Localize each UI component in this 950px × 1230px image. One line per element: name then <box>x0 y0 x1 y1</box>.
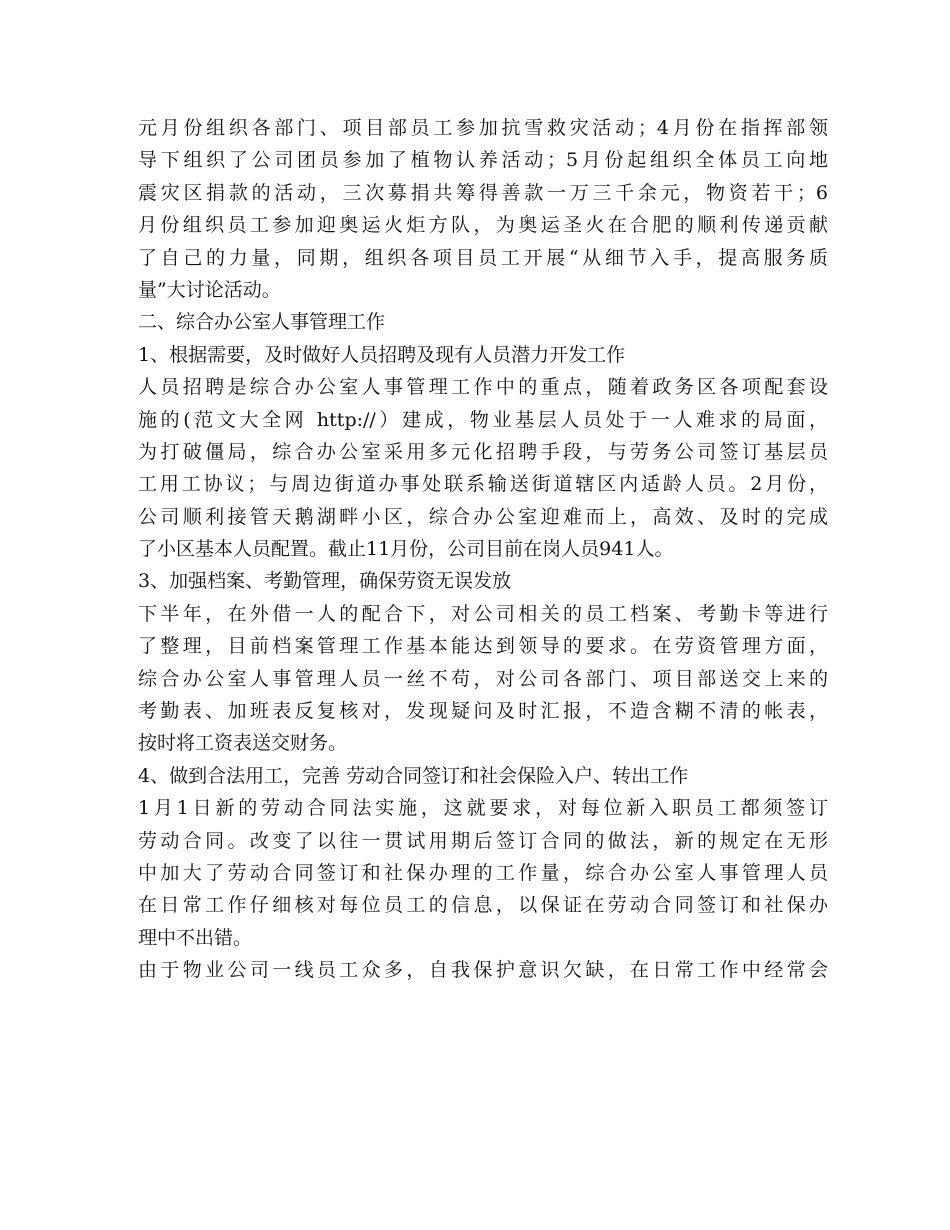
paragraph-line: 施的(范文大全网 http://）建成，物业基层人员处于一人难求的局面， <box>138 408 828 431</box>
paragraph-line: 考勤表、加班表反复核对，发现疑问及时汇报，不造含糊不清的帐表， <box>138 700 828 723</box>
paragraph-line-end: 理中不出错。 <box>138 926 253 949</box>
subsection-heading: 3、加强档案、考勤管理，确保劳资无误发放 <box>138 570 512 593</box>
paragraph-line: 公司顺利接管天鹅湖畔小区，综合办公室迎难而上，高效、及时的完成 <box>138 505 828 528</box>
paragraph-line-end: 量”大讨论活动。 <box>138 278 281 301</box>
document-body <box>138 112 828 987</box>
paragraph-line: 月份组织员工参加迎奥运火炬方队，为奥运圣火在合肥的顺利传递贡献 <box>138 214 828 237</box>
paragraph-line: 劳动合同。改变了以往一贯试用期后签订合同的做法，新的规定在无形 <box>138 829 828 852</box>
paragraph-line-end: 了小区基本人员配置。截止11月份，公司目前在岗人员941人。 <box>138 538 674 561</box>
paragraph-line: 了整理，目前档案管理工作基本能达到领导的要求。在劳资管理方面， <box>138 635 828 658</box>
paragraph-line: 导下组织了公司团员参加了植物认养活动；5月份起组织全体员工向地 <box>138 149 828 172</box>
section-heading: 二、综合办公室人事管理工作 <box>138 311 386 334</box>
paragraph-line: 下半年，在外借一人的配合下，对公司相关的员工档案、考勤卡等进行 <box>138 602 828 625</box>
paragraph-line: 震灾区捐款的活动，三次募捐共筹得善款一万三千余元，物资若干；6 <box>138 181 828 204</box>
paragraph-line: 了自己的力量，同期，组织各项目员工开展“从细节入手，提高服务质 <box>138 246 828 269</box>
paragraph-line: 由于物业公司一线员工众多，自我保护意识欠缺，在日常工作中经常会 <box>138 959 828 982</box>
paragraph-line: 元月份组织各部门、项目部员工参加抗雪救灾活动；4月份在指挥部领 <box>138 117 828 139</box>
paragraph-line: 1月1日新的劳动合同法实施，这就要求，对每位新入职员工都须签订 <box>138 797 828 820</box>
paragraph-line: 工用工协议；与周边街道办事处联系输送街道辖区内适龄人员。2月份， <box>138 473 828 496</box>
subsection-heading: 4、做到合法用工，完善 劳动合同签订和社会保险入户、转出工作 <box>138 764 689 787</box>
paragraph-line: 为打破僵局，综合办公室采用多元化招聘手段，与劳务公司签订基层员 <box>138 440 828 463</box>
paragraph-line: 综合办公室人事管理人员一丝不苟，对公司各部门、项目部送交上来的 <box>138 667 828 690</box>
paragraph-line-end: 按时将工资表送交财务。 <box>138 732 348 755</box>
paragraph-line: 在日常工作仔细核对每位员工的信息，以保证在劳动合同签订和社保办 <box>138 894 828 917</box>
paragraph-line: 中加大了劳动合同签订和社保办理的工作量，综合办公室人事管理人员 <box>138 861 828 884</box>
paragraph-line: 人员招聘是综合办公室人事管理工作中的重点，随着政务区各项配套设 <box>138 376 828 399</box>
subsection-heading: 1、根据需要，及时做好人员招聘及现有人员潜力开发工作 <box>138 343 626 366</box>
